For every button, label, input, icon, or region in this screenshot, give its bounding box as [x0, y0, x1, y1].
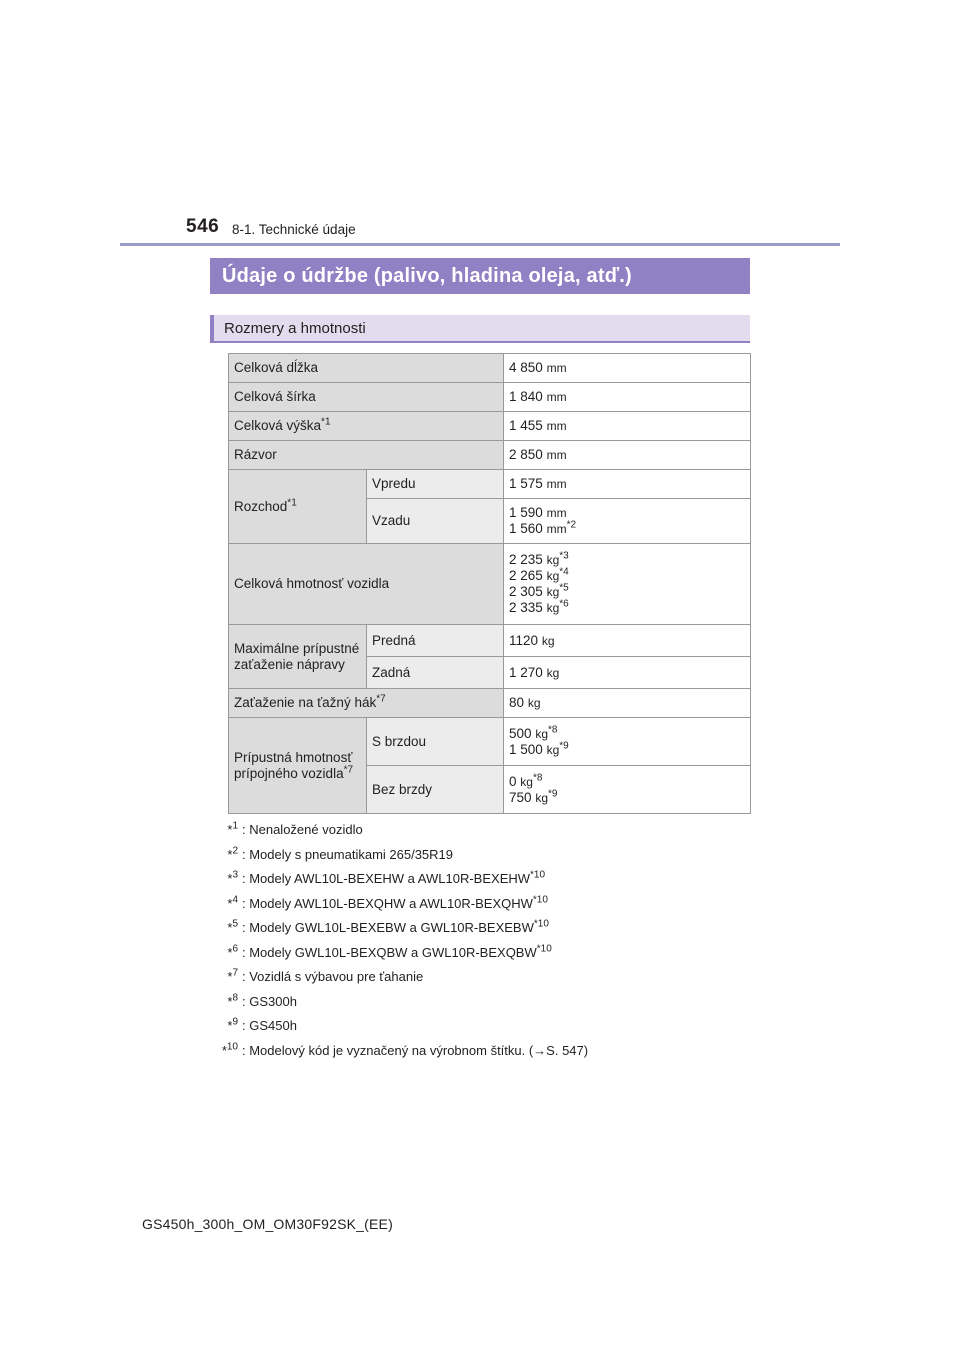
table-row [229, 718, 751, 766]
track-label: Rozchod$^{*1}$ [229, 470, 367, 544]
track-front-label: Vpredu [367, 470, 504, 499]
document-code: GS450h_300h_OM_OM30F92SK_(EE) [142, 1216, 393, 1232]
axle-front-label: Predná [367, 625, 504, 657]
footnote-marker: *$^8$ [227, 992, 238, 1009]
footnote-marker: *$^4$ [227, 894, 238, 911]
hitch-load-value: 80 kg [504, 689, 751, 718]
table-row [229, 383, 751, 412]
table-row [229, 470, 751, 499]
footnote [200, 990, 760, 1015]
specs-table [228, 353, 751, 814]
hitch-load-label: Zaťaženie na ťažný hák$^{*7}$ [229, 689, 504, 718]
footnote-text: : Modely AWL10L-BEXEHW a AWL10R-BEXEHW$^{*10}$ [242, 869, 546, 886]
gross-weight-value: 2 235 $kg^{*3}$ 2 265 $kg^{*4}$ 2 305 $kg^{*5}$ 2 335 $kg^{*6}$ [504, 544, 751, 625]
footnote-text: : GS450h [242, 1018, 297, 1033]
track-front-value: 1 575 mm [504, 470, 751, 499]
table-row [229, 441, 751, 470]
footnote-text: : Nenaložené vozidlo [242, 822, 363, 837]
section-label: 8-1. Technické údaje [232, 222, 356, 237]
unbraked-label: Bez brzdy [367, 766, 504, 814]
table-row [229, 689, 751, 718]
footnote-marker: *$^5$ [227, 918, 238, 935]
footnote-marker: *$^3$ [227, 869, 238, 886]
wheelbase-value: 2 850 mm [504, 441, 751, 470]
height-label: Celková výška$^{*1}$ [229, 412, 504, 441]
footnote [200, 843, 760, 868]
braked-value: 500 $kg^{*8}$ 1 500 $kg^{*9}$ [504, 718, 751, 766]
braked-label: S brzdou [367, 718, 504, 766]
footnote [200, 916, 760, 941]
footnote-marker: *$^1$ [227, 820, 238, 837]
table-row [229, 354, 751, 383]
footnote [200, 941, 760, 966]
footnote-marker: *$^6$ [227, 943, 238, 960]
footnote-text: : Modely AWL10L-BEXQHW a AWL10R-BEXQHW$^{*10}$ [242, 894, 548, 911]
footnote-marker: *$^{10}$ [221, 1041, 238, 1058]
height-value: 1 455 mm [504, 412, 751, 441]
footnote-marker: *$^2$ [227, 845, 238, 862]
footnote-text: : Modelový kód je vyznačený na výrobnom štítku. (→S. 547) [242, 1042, 589, 1058]
trailer-weight-label: Prípustná hmotnosť prípojného vozidla$^{*7}$ [229, 718, 367, 814]
footnote [200, 867, 760, 892]
axle-rear-value: 1 270 kg [504, 657, 751, 689]
axle-front-value: 1120 kg [504, 625, 751, 657]
width-value: 1 840 mm [504, 383, 751, 412]
table-row [229, 412, 751, 441]
footnote [200, 1039, 760, 1064]
footnote-marker: *$^9$ [227, 1016, 238, 1033]
footnote-text: : Modely GWL10L-BEXEBW a GWL10R-BEXEBW$^{*10}$ [242, 918, 549, 935]
wheelbase-label: Rázvor [229, 441, 504, 470]
footnote [200, 965, 760, 990]
length-label: Celková dĺžka [229, 354, 504, 383]
track-rear-value: 1 590 mm 1 560 $mm^{*2}$ [504, 499, 751, 544]
footnote [200, 892, 760, 917]
footnote-text: : GS300h [242, 993, 297, 1009]
footnote [200, 818, 760, 843]
page-title: Údaje o údržbe (palivo, hladina oleja, atď.) [210, 258, 750, 294]
track-rear-label: Vzadu [367, 499, 504, 544]
unbraked-value: 0 $kg^{*8}$ 750 $kg^{*9}$ [504, 766, 751, 814]
footnote-text: : Modely GWL10L-BEXQBW a GWL10R-BEXQBW$^{*10}$ [242, 943, 552, 960]
page-number: 546 [186, 216, 220, 237]
length-value: 4 850 mm [504, 354, 751, 383]
width-label: Celková šírka [229, 383, 504, 412]
footnote-marker: *$^7$ [227, 967, 238, 984]
footnote [200, 1014, 760, 1039]
axle-load-label: Maximálne prípustné zaťaženie nápravy [229, 625, 367, 689]
section-subtitle: Rozmery a hmotnosti [210, 315, 750, 343]
header-rule [120, 243, 840, 246]
footnote-text: : Vozidlá s výbavou pre ťahanie [242, 969, 424, 984]
table-row [229, 544, 751, 625]
axle-rear-label: Zadná [367, 657, 504, 689]
gross-weight-label: Celková hmotnosť vozidla [229, 544, 504, 625]
table-row [229, 625, 751, 657]
footnote-text: : Modely s pneumatikami 265/35R19 [242, 846, 454, 862]
footnotes [200, 818, 760, 1063]
